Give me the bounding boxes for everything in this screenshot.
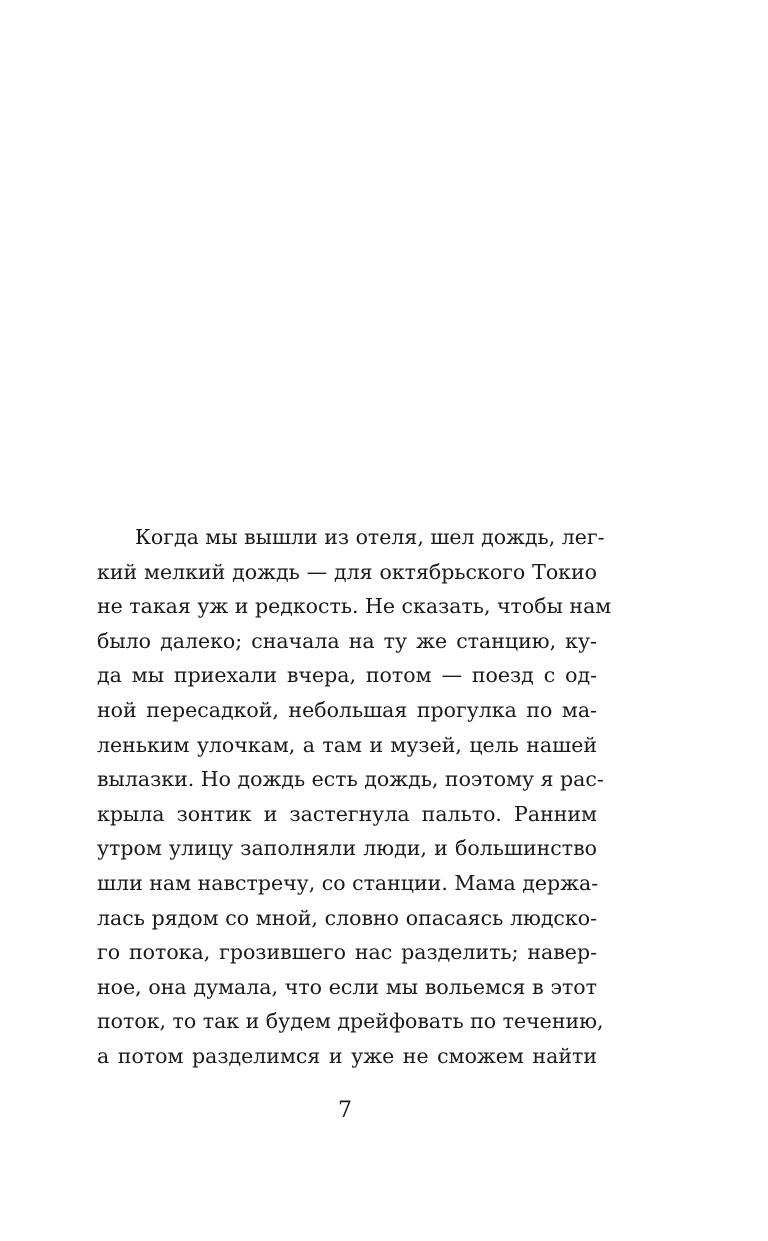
text-line: го потока, грозившего нас разделить; навер-	[97, 940, 597, 965]
text-line: а потом разделимся и уже не сможем найти	[97, 1043, 597, 1068]
text-line: леньким улочкам, а там и музей, цель нашей	[97, 732, 597, 757]
text-line: было далеко; сначала на ту же станцию, ку-	[97, 628, 597, 653]
text-line: кий мелкий дождь — для октябрьского Токио	[97, 559, 597, 584]
text-line: Когда мы вышли из отеля, шел дождь, лег-	[135, 525, 605, 549]
text-line: шли нам навстречу, со станции. Мама держа-	[97, 870, 599, 895]
text-line: крыла зонтик и застегнула пальто. Ранним	[97, 801, 597, 826]
text-line: ное, она думала, что если мы вольемся в этот	[97, 974, 597, 999]
text-line: вылазки. Но дождь есть дождь, поэтому я рас-	[97, 767, 604, 792]
text-line: лась рядом со мной, словно опасаясь людско-	[97, 905, 597, 930]
text-line: поток, то так и будем дрейфовать по течению,	[97, 1009, 604, 1034]
text-line: да мы приехали вчера, потом — поезд с од-	[97, 663, 597, 688]
text-line: утром улицу заполняли люди, и большинство	[97, 836, 597, 861]
body-paragraph	[97, 520, 612, 1074]
text-line: не такая уж и редкость. Не сказать, чтобы нам	[97, 594, 612, 619]
text-line: ной пересадкой, небольшая прогулка по ма-	[97, 697, 597, 722]
page-number: 7	[338, 1098, 352, 1123]
